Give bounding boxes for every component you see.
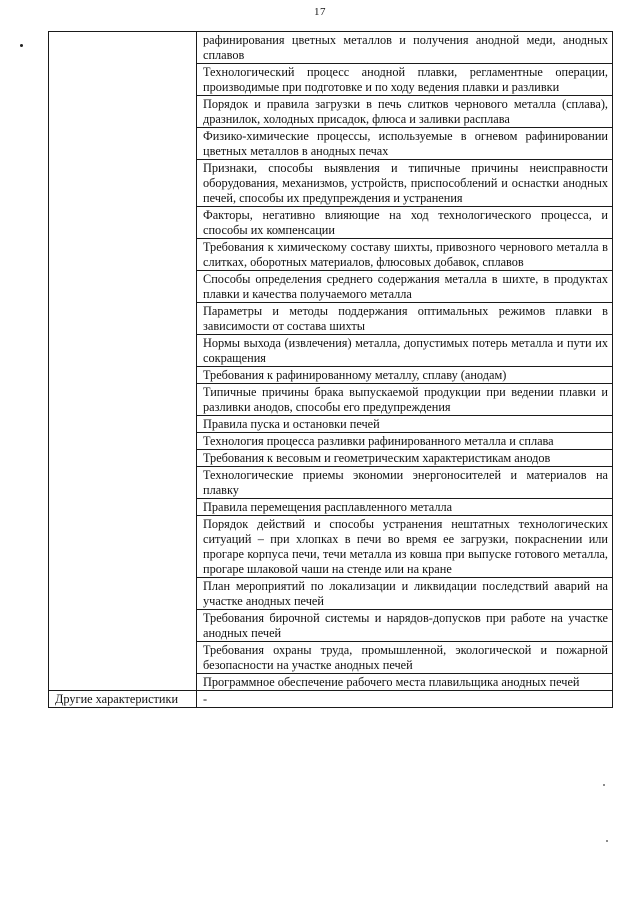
knowledge-item xyxy=(197,303,613,335)
requirements-table xyxy=(48,31,613,708)
knowledge-item xyxy=(197,128,613,160)
knowledge-item xyxy=(197,416,613,433)
knowledge-item xyxy=(197,271,613,303)
knowledge-item xyxy=(197,207,613,239)
other-characteristics-row xyxy=(49,691,613,708)
knowledge-item xyxy=(197,335,613,367)
other-characteristics-value: - xyxy=(197,691,613,708)
table-body xyxy=(49,32,613,708)
knowledge-item xyxy=(197,96,613,128)
knowledge-item xyxy=(197,239,613,271)
scan-speck xyxy=(603,784,605,786)
knowledge-item xyxy=(197,64,613,96)
knowledge-item-text: Технологический процесс анодной плавки, регламентные операции, производимые при подготовке и по ходу ведения плавки и разливки xyxy=(203,65,608,94)
knowledge-item xyxy=(197,433,613,450)
knowledge-item xyxy=(197,578,613,610)
page-number: 17 xyxy=(314,6,326,18)
knowledge-item xyxy=(197,367,613,384)
knowledge-item xyxy=(197,642,613,674)
table-row xyxy=(49,32,613,64)
knowledge-item-text: Факторы, негативно влияющие на ход технологического процесса, и способы их компенсации xyxy=(203,208,608,237)
knowledge-item-text: Требования к весовым и геометрическим характеристикам анодов xyxy=(203,451,551,465)
margin-dot xyxy=(20,44,23,47)
knowledge-item xyxy=(197,32,613,64)
knowledge-item xyxy=(197,610,613,642)
other-characteristics-label: Другие характеристики xyxy=(49,691,197,708)
knowledge-item-text: Способы определения среднего содержания металла в шихте, в продуктах плавки и качества получаемого металла xyxy=(203,272,608,301)
knowledge-item-text: Физико-химические процессы, используемые в огневом рафинировании цветных металлов в анодных печах xyxy=(203,129,608,158)
knowledge-item-text: Требования к рафинированному металлу, сплаву (анодам) xyxy=(203,368,507,382)
knowledge-item xyxy=(197,160,613,207)
knowledge-item-text: Типичные причины брака выпускаемой продукции при ведении плавки и разливки анодов, способы его предупреждения xyxy=(203,385,608,414)
knowledge-item-text: рафинирования цветных металлов и получения анодной меди, анодных сплавов xyxy=(203,33,608,62)
knowledge-item-text: Правила пуска и остановки печей xyxy=(203,417,380,431)
knowledge-item xyxy=(197,499,613,516)
knowledge-item-text: Нормы выхода (извлечения) металла, допустимых потерь металла и пути их сокращения xyxy=(203,336,608,365)
knowledge-item xyxy=(197,384,613,416)
knowledge-item-text: Порядок и правила загрузки в печь слитков чернового металла (сплава), дразнилок, холодных присадок, флюса и заливки расплава xyxy=(203,97,608,126)
knowledge-item-text: Порядок действий и способы устранения нештатных технологических ситуаций – при хлопках в печи во время ее загрузки, покраснении или прогаре корпуса печи, течи металла из ковша при выпуске готового металла, прогаре шлаковой чаши на стенде или на кране xyxy=(203,517,608,576)
knowledge-item xyxy=(197,674,613,691)
knowledge-item xyxy=(197,467,613,499)
knowledge-item-text: Параметры и методы поддержания оптимальных режимов плавки в зависимости от состава шихты xyxy=(203,304,608,333)
knowledge-item-text: Технология процесса разливки рафинированного металла и сплава xyxy=(203,434,554,448)
knowledge-item-text: Требования охраны труда, промышленной, экологической и пожарной безопасности на участке анодных печей xyxy=(203,643,608,672)
scan-speck xyxy=(606,840,608,842)
knowledge-item-text: Признаки, способы выявления и типичные причины неисправности оборудования, механизмов, устройств, приспособлений и оснастки анодных печей, способы их предупреждения и устранения xyxy=(203,161,608,205)
knowledge-item-text: Требования к химическому составу шихты, привозного чернового металла в слитках, оборотных материалов, флюсовых добавок, сплавов xyxy=(203,240,608,269)
knowledge-item-text: Правила перемещения расплавленного металла xyxy=(203,500,453,514)
left-column-cell xyxy=(49,32,197,691)
knowledge-item xyxy=(197,516,613,578)
knowledge-item-text: Требования бирочной системы и нарядов-допусков при работе на участке анодных печей xyxy=(203,611,608,640)
knowledge-item xyxy=(197,450,613,467)
knowledge-item-text: План мероприятий по локализации и ликвидации последствий аварий на участке анодных печей xyxy=(203,579,608,608)
knowledge-item-text: Программное обеспечение рабочего места плавильщика анодных печей xyxy=(203,675,580,689)
knowledge-item-text: Технологические приемы экономии энергоносителей и материалов на плавку xyxy=(203,468,608,497)
